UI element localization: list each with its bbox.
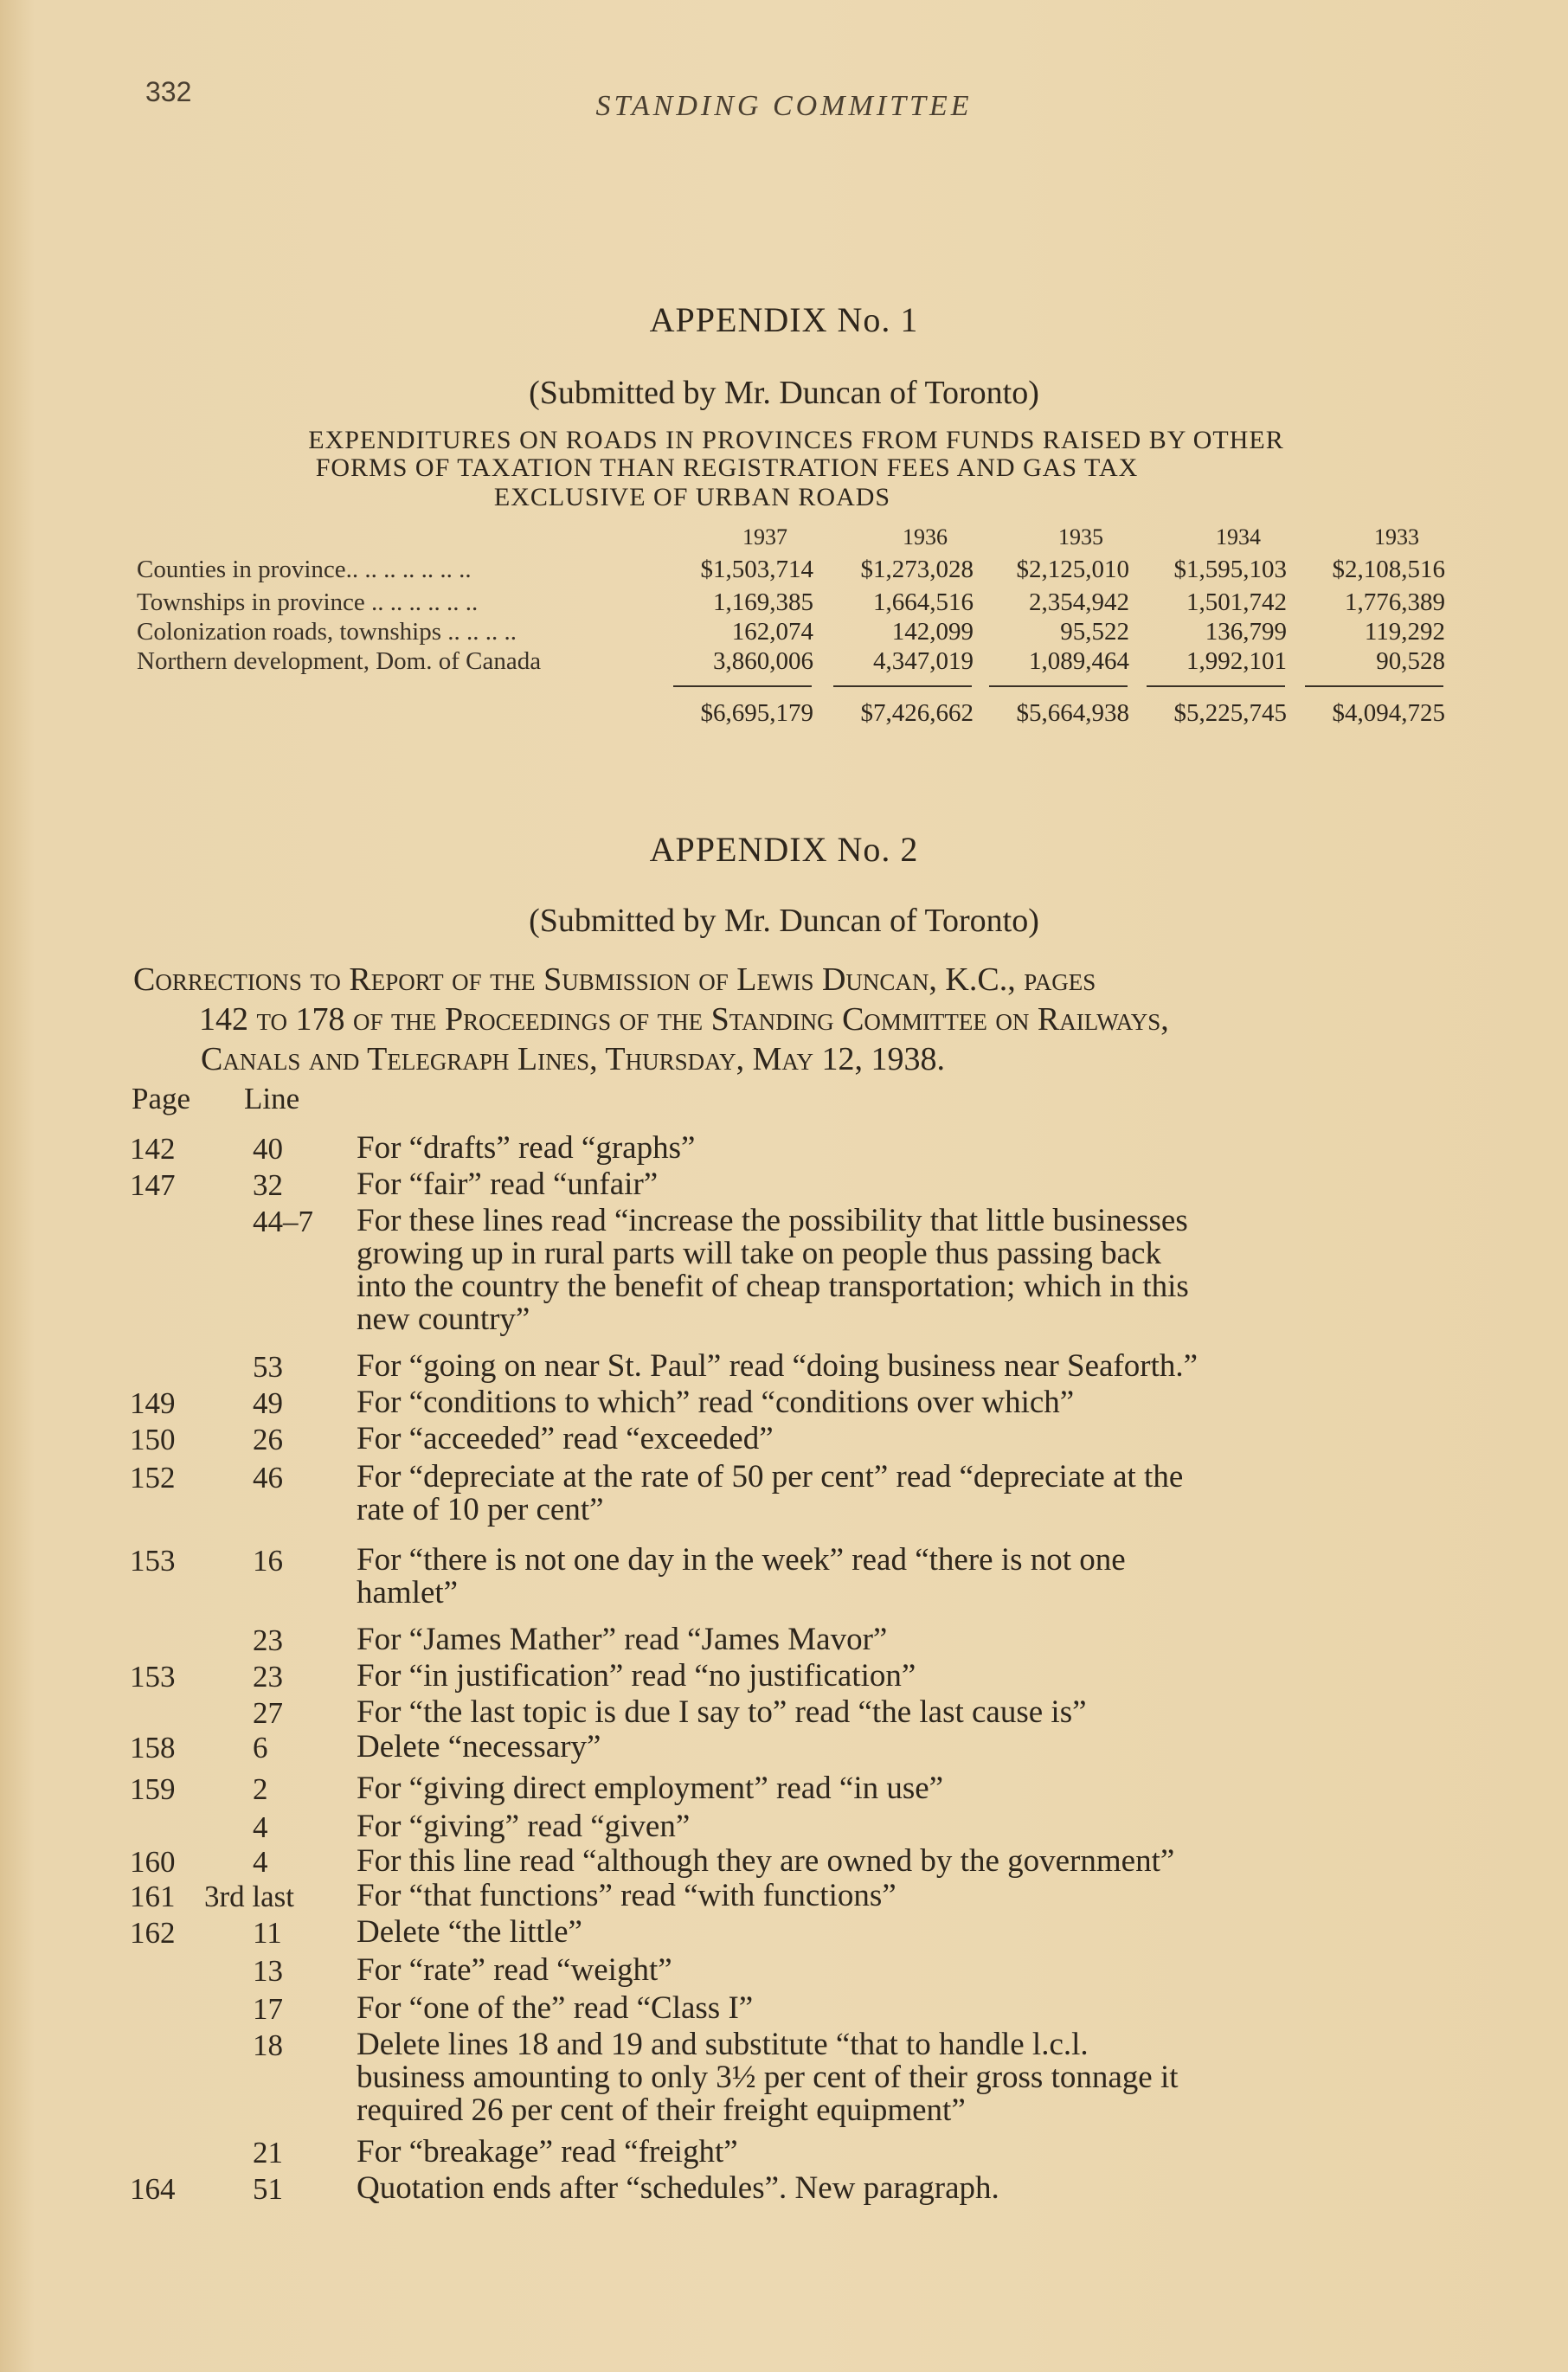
entry-text: For “going on near St. Paul” read “doing business near Seaforth.”: [357, 1348, 1198, 1384]
entry-line: 26: [253, 1423, 283, 1456]
table-cell: 4,347,019: [873, 647, 974, 675]
table-cell: 142,099: [891, 618, 974, 646]
appendix-1-heading-line-3: EXCLUSIVE OF URBAN ROADS: [493, 483, 891, 511]
column-header-page: Page: [132, 1082, 191, 1115]
running-head: STANDING COMMITTEE: [595, 90, 973, 122]
table-cell: 1,776,389: [1345, 588, 1445, 616]
appendix-1-heading-line-1: EXPENDITURES ON ROADS IN PROVINCES FROM FUNDS RAISED BY OTHER: [308, 426, 1284, 454]
entry-text: For “in justification” read “no justification”: [357, 1658, 916, 1694]
entry-page: 149: [130, 1386, 176, 1420]
entry-line: 11: [253, 1916, 282, 1950]
entry-line: 49: [253, 1386, 283, 1420]
entry-text: For “conditions to which” read “conditions over which”: [357, 1385, 1075, 1420]
entry-text: business amounting to only 3½ per cent of their gross tonnage it: [357, 2060, 1179, 2095]
entry-text: For “acceeded” read “exceeded”: [357, 1421, 774, 1456]
entry-text: For “drafts” read “graphs”: [357, 1130, 696, 1166]
entry-page: 162: [130, 1916, 176, 1950]
appendix-1-submitted: (Submitted by Mr. Duncan of Toronto): [529, 375, 1039, 411]
entry-line: 27: [253, 1696, 283, 1730]
year-header: 1934: [1216, 524, 1261, 550]
entry-line: 23: [253, 1660, 283, 1694]
row-label: Townships in province .. .. .. .. .. ..: [137, 588, 479, 616]
entry-page: 153: [130, 1660, 176, 1694]
entry-text: For “the last topic is due I say to” read “the last cause is”: [357, 1694, 1087, 1730]
entry-line: 2: [253, 1772, 268, 1806]
sum-rule: [1305, 685, 1443, 687]
appendix-2-heading-line-3: Canals and Telegraph Lines, Thursday, May 12, 1938.: [201, 1041, 945, 1077]
entry-text: For “giving” read “given”: [357, 1809, 691, 1844]
column-header-line: Line: [244, 1082, 300, 1115]
table-cell: $1,595,103: [1173, 556, 1287, 583]
table-cell: $2,125,010: [1016, 556, 1129, 583]
entry-text: For “that functions” read “with functions”: [357, 1878, 896, 1913]
year-header: 1933: [1374, 524, 1419, 550]
table-cell: 90,528: [1376, 647, 1445, 675]
appendix-2-title: APPENDIX No. 2: [649, 830, 919, 869]
entry-line: 44–7: [253, 1205, 313, 1238]
year-header: 1936: [903, 524, 948, 550]
sum-rule: [673, 685, 812, 687]
table-cell: 162,074: [731, 618, 813, 646]
entry-text: required 26 per cent of their freight equipment”: [357, 2092, 966, 2128]
appendix-2-heading-line-2: 142 to 178 of the Proceedings of the Standing Committee on Railways,: [199, 1001, 1169, 1038]
entry-text: For “fair” read “unfair”: [357, 1167, 659, 1202]
total-cell: $7,426,662: [860, 699, 974, 727]
entry-text: For these lines read “increase the possibility that little businesses: [357, 1203, 1188, 1238]
entry-line: 21: [253, 2136, 283, 2170]
entry-line: 3rd last: [204, 1880, 295, 1913]
entry-page: 152: [130, 1461, 176, 1495]
entry-page: 142: [130, 1132, 176, 1166]
entry-line: 32: [253, 1168, 283, 1202]
total-cell: $5,225,745: [1173, 699, 1287, 727]
page-number: 332: [145, 76, 192, 107]
entry-page: 164: [130, 2172, 176, 2206]
entry-text: For “giving direct employment” read “in use”: [357, 1771, 944, 1806]
total-cell: $4,094,725: [1332, 699, 1445, 727]
entry-page: 160: [130, 1845, 176, 1879]
entry-text: into the country the benefit of cheap transportation; which in this: [357, 1269, 1189, 1304]
entry-text: For “there is not one day in the week” read “there is not one: [357, 1542, 1126, 1578]
entry-line: 17: [253, 1992, 283, 2026]
entry-line: 18: [253, 2028, 283, 2062]
table-cell: 1,992,101: [1186, 647, 1287, 675]
entry-text: rate of 10 per cent”: [357, 1492, 604, 1527]
sum-rule: [1147, 685, 1285, 687]
table-cell: 1,501,742: [1186, 588, 1287, 616]
total-cell: $5,664,938: [1016, 699, 1129, 727]
entry-page: 158: [130, 1731, 176, 1765]
entry-text: Delete “necessary”: [357, 1729, 601, 1765]
sum-rule: [833, 685, 972, 687]
entry-text: For “depreciate at the rate of 50 per cent” read “depreciate at the: [357, 1459, 1184, 1495]
table-cell: 1,169,385: [713, 588, 813, 616]
entry-text: For this line read “although they are owned by the government”: [357, 1843, 1175, 1879]
entry-page: 153: [130, 1544, 176, 1578]
sum-rule: [989, 685, 1128, 687]
entry-text: For “rate” read “weight”: [357, 1952, 672, 1988]
table-cell: 2,354,942: [1029, 588, 1129, 616]
entry-line: 40: [253, 1132, 283, 1166]
table-cell: 95,522: [1060, 618, 1129, 646]
table-cell: $1,503,714: [700, 556, 813, 583]
table-cell: 136,799: [1205, 618, 1287, 646]
row-label: Colonization roads, townships .. .. .. ..: [137, 618, 517, 646]
entry-line: 46: [253, 1461, 283, 1495]
entry-line: 51: [253, 2172, 283, 2206]
entry-text: For “breakage” read “freight”: [357, 2134, 738, 2170]
entry-text: Delete lines 18 and 19 and substitute “that to handle l.c.l.: [357, 2027, 1089, 2062]
table-cell: 3,860,006: [713, 647, 813, 675]
entry-line: 4: [253, 1845, 268, 1879]
appendix-2-submitted: (Submitted by Mr. Duncan of Toronto): [529, 903, 1039, 939]
entry-page: 161: [130, 1880, 176, 1913]
row-label: Northern development, Dom. of Canada: [137, 647, 542, 675]
entry-line: 6: [253, 1731, 268, 1765]
entry-text: Quotation ends after “schedules”. New paragraph.: [357, 2170, 999, 2206]
entry-text: For “one of the” read “Class I”: [357, 1990, 754, 2026]
entry-line: 16: [253, 1544, 283, 1578]
entry-line: 53: [253, 1350, 283, 1384]
entry-page: 159: [130, 1772, 176, 1806]
entry-line: 23: [253, 1623, 283, 1657]
entry-text: For “James Mather” read “James Mavor”: [357, 1622, 888, 1657]
table-cell: 1,089,464: [1029, 647, 1129, 675]
total-cell: $6,695,179: [700, 699, 813, 727]
entry-page: 147: [130, 1168, 176, 1202]
entry-line: 4: [253, 1810, 268, 1844]
entry-line: 13: [253, 1954, 283, 1988]
entry-text: Delete “the little”: [357, 1914, 582, 1950]
year-header: 1937: [742, 524, 787, 550]
entry-text: hamlet”: [357, 1575, 459, 1610]
table-cell: 1,664,516: [873, 588, 974, 616]
entry-text: new country”: [357, 1302, 530, 1337]
table-cell: $1,273,028: [860, 556, 974, 583]
appendix-1-title: APPENDIX No. 1: [649, 300, 919, 339]
year-header: 1935: [1058, 524, 1103, 550]
entry-text: growing up in rural parts will take on people thus passing back: [357, 1236, 1161, 1271]
entry-page: 150: [130, 1423, 176, 1456]
table-cell: $2,108,516: [1332, 556, 1445, 583]
appendix-1-heading-line-2: FORMS OF TAXATION THAN REGISTRATION FEES AND GAS TAX: [315, 453, 1139, 482]
row-label: Counties in province.. .. .. .. .. .. ..: [137, 556, 472, 583]
appendix-2-heading-line-1: Corrections to Report of the Submission of Lewis Duncan, K.C., pages: [133, 961, 1096, 998]
table-cell: 119,292: [1364, 618, 1445, 646]
